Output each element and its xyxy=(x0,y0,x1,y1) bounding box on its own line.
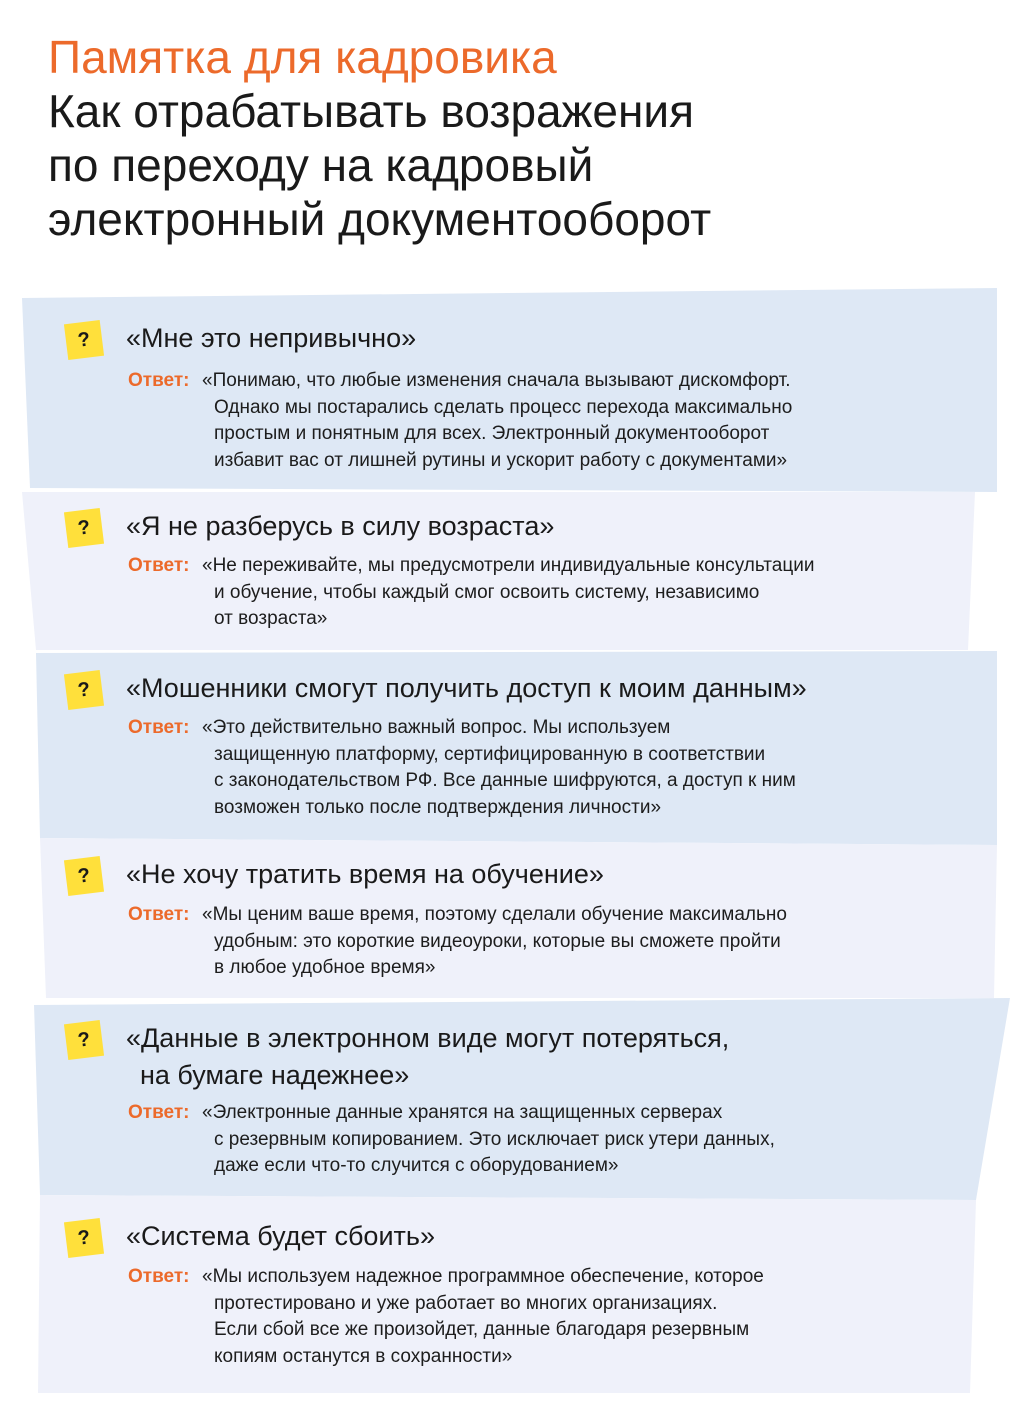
answer-line: даже если что-то случится с оборудованием» xyxy=(214,1155,619,1176)
answer-line: и обучение, чтобы каждый смог освоить систему, независимо xyxy=(214,581,760,603)
answer-label: Ответ: xyxy=(128,370,190,391)
answer-line: Если сбой все же произойдет, данные благодаря резервным xyxy=(214,1319,750,1340)
objection-question xyxy=(126,320,956,357)
answer-label: Ответ: xyxy=(128,1266,190,1287)
objection-question-line: на бумаге надежнее» xyxy=(140,1060,410,1090)
answer-line: с резервным копированием. Это исключает риск утери данных, xyxy=(214,1128,775,1150)
objection-question xyxy=(126,856,956,893)
answer-line: от возраста» xyxy=(214,608,328,629)
page-kicker: Памятка для кадровика xyxy=(48,31,557,83)
answer-line: защищенную платформу, сертифицированную в соответствии xyxy=(214,743,766,765)
answer-label: Ответ: xyxy=(128,904,190,925)
answer-line: «Это действительно важный вопрос. Мы используем xyxy=(202,717,671,738)
answer-text xyxy=(202,1264,962,1370)
objection-question xyxy=(126,508,956,545)
page-title-line: по переходу на кадровый xyxy=(48,139,594,191)
answer-text xyxy=(202,368,962,474)
answer-label: Ответ: xyxy=(128,1102,190,1123)
objection-question-line: «Система будет сбоить» xyxy=(126,1221,435,1251)
answer-line: избавит вас от лишней рутины и ускорит работу с документами» xyxy=(214,449,788,471)
question-mark-icon: ? xyxy=(64,508,104,548)
answer-line: «Электронные данные хранятся на защищенных серверах xyxy=(202,1102,723,1123)
objection-question-line: «Не хочу тратить время на обучение» xyxy=(126,859,604,889)
answer-line: удобным: это короткие видеоуроки, которые вы сможете пройти xyxy=(214,930,781,952)
answer-line: Однако мы постарались сделать процесс перехода максимально xyxy=(214,396,793,418)
page-title-line: Как отрабатывать возражения xyxy=(48,85,694,137)
answer-line: протестировано и уже работает во многих организациях. xyxy=(214,1292,718,1314)
objection-question xyxy=(126,670,956,707)
answer-line: копиям останутся в сохранности» xyxy=(214,1345,513,1367)
question-mark-icon: ? xyxy=(64,1218,104,1258)
answer-line: возможен только после подтверждения личности» xyxy=(214,796,662,818)
question-mark-icon: ? xyxy=(64,320,104,360)
question-mark-icon: ? xyxy=(64,1020,104,1060)
answer-line: простым и понятным для всех. Электронный документооборот xyxy=(214,423,770,444)
objection-question-line: «Я не разберусь в силу возраста» xyxy=(126,511,555,541)
objection-question xyxy=(126,1020,956,1094)
answer-text xyxy=(202,553,962,633)
page-title-line: электронный документооборот xyxy=(48,193,712,245)
answer-line: «Понимаю, что любые изменения сначала вызывают дискомфорт. xyxy=(202,370,791,391)
answer-text xyxy=(202,902,962,982)
objection-question-line: «Мне это непривычно» xyxy=(126,323,417,353)
question-mark-icon: ? xyxy=(64,856,104,896)
answer-line: «Не переживайте, мы предусмотрели индивидуальные консультации xyxy=(202,555,815,576)
answer-line: в любое удобное время» xyxy=(214,957,436,978)
answer-text xyxy=(202,715,962,821)
answer-label: Ответ: xyxy=(128,717,190,738)
answer-text xyxy=(202,1100,962,1180)
objection-question-line: «Данные в электронном виде могут потеряться, xyxy=(126,1023,730,1053)
objection-question xyxy=(126,1218,956,1255)
answer-line: «Мы используем надежное программное обеспечение, которое xyxy=(202,1266,764,1287)
answer-label: Ответ: xyxy=(128,555,190,576)
answer-line: «Мы ценим ваше время, поэтому сделали обучение максимально xyxy=(202,904,787,925)
objection-question-line: «Мошенники смогут получить доступ к моим данным» xyxy=(126,673,807,703)
question-mark-icon: ? xyxy=(64,670,104,710)
answer-line: с законодательством РФ. Все данные шифруются, а доступ к ним xyxy=(214,770,796,791)
